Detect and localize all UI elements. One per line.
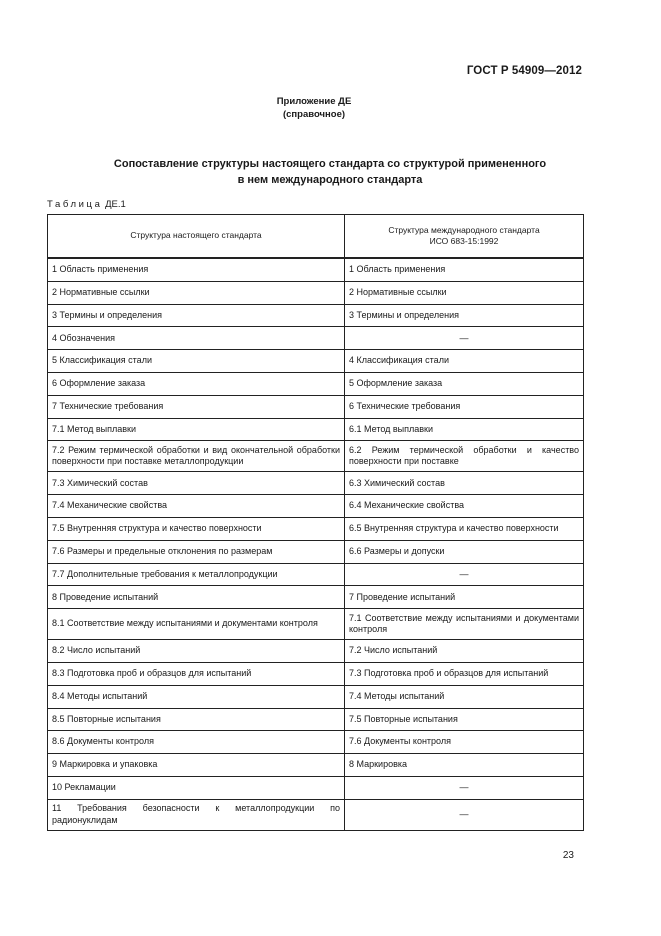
table-caption-id: ДЕ.1 <box>105 199 126 210</box>
cell-current-standard: 4 Обозначения <box>48 327 345 350</box>
cell-international-standard: 6.4 Механические свойства <box>345 495 584 518</box>
cell-current-standard: 8.2 Число испытаний <box>48 640 345 663</box>
comparison-table <box>47 214 584 831</box>
main-title-line-1: Сопоставление структуры настоящего стандарта со структурой примененного <box>113 158 547 170</box>
table-row <box>48 327 584 350</box>
cell-international-standard: 6 Технические требования <box>345 395 584 418</box>
cell-international-standard: 7 Проведение испытаний <box>345 586 584 609</box>
cell-international-standard: — <box>345 563 584 586</box>
cell-international-standard: 6.2 Режим термической обработки и качество поверхности при поставке <box>345 441 584 472</box>
header-international-line-2: ИСО 683-15:1992 <box>429 236 499 246</box>
cell-international-standard: 6.3 Химический состав <box>345 472 584 495</box>
header-current-standard: Структура настоящего стандарта <box>48 215 345 259</box>
table-row <box>48 441 584 472</box>
header-international-standard <box>345 215 584 259</box>
cell-current-standard: 11 Требования безопасности к металлопродукции по радионуклидам <box>48 799 345 830</box>
document-code: ГОСТ Р 54909—2012 <box>466 65 582 77</box>
table-row <box>48 540 584 563</box>
table-row <box>48 281 584 304</box>
cell-current-standard: 10 Рекламации <box>48 776 345 799</box>
cell-current-standard: 7 Технические требования <box>48 395 345 418</box>
appendix-title: Приложение ДЕ <box>276 96 352 107</box>
cell-international-standard: 6.1 Метод выплавки <box>345 418 584 441</box>
cell-international-standard: 7.5 Повторные испытания <box>345 708 584 731</box>
table-row <box>48 517 584 540</box>
cell-current-standard: 7.6 Размеры и предельные отклонения по размерам <box>48 540 345 563</box>
table-row <box>48 776 584 799</box>
table-header-row <box>48 215 584 259</box>
table-row <box>48 609 584 640</box>
cell-international-standard: 7.2 Число испытаний <box>345 640 584 663</box>
cell-current-standard: 8 Проведение испытаний <box>48 586 345 609</box>
cell-current-standard: 7.3 Химический состав <box>48 472 345 495</box>
table-row <box>48 662 584 685</box>
cell-current-standard: 9 Маркировка и упаковка <box>48 754 345 777</box>
table-row <box>48 731 584 754</box>
table-row <box>48 495 584 518</box>
cell-international-standard: 4 Классификация стали <box>345 350 584 373</box>
cell-current-standard: 7.4 Механические свойства <box>48 495 345 518</box>
cell-current-standard: 8.1 Соответствие между испытаниями и документами контроля <box>48 609 345 640</box>
cell-international-standard: 6.5 Внутренняя структура и качество поверхности <box>345 517 584 540</box>
table-row <box>48 304 584 327</box>
main-title <box>60 156 600 188</box>
table-row <box>48 563 584 586</box>
cell-current-standard: 7.1 Метод выплавки <box>48 418 345 441</box>
page-number: 23 <box>562 850 574 861</box>
cell-international-standard: — <box>345 327 584 350</box>
cell-international-standard: 7.1 Соответствие между испытаниями и документами контроля <box>345 609 584 640</box>
cell-international-standard: — <box>345 776 584 799</box>
cell-current-standard: 5 Классификация стали <box>48 350 345 373</box>
table-row <box>48 372 584 395</box>
cell-current-standard: 7.5 Внутренняя структура и качество поверхности <box>48 517 345 540</box>
table-row <box>48 418 584 441</box>
table-row <box>48 258 584 281</box>
cell-international-standard: 1 Область применения <box>345 258 584 281</box>
main-title-line-2: в нем международного стандарта <box>237 174 423 186</box>
cell-international-standard: 7.3 Подготовка проб и образцов для испытаний <box>345 662 584 685</box>
appendix-subtitle: (справочное) <box>282 109 346 120</box>
table-caption <box>47 199 126 210</box>
cell-international-standard: 5 Оформление заказа <box>345 372 584 395</box>
cell-current-standard: 8.6 Документы контроля <box>48 731 345 754</box>
cell-international-standard: 7.4 Методы испытаний <box>345 685 584 708</box>
table-row <box>48 350 584 373</box>
cell-international-standard: 3 Термины и определения <box>345 304 584 327</box>
table-row <box>48 685 584 708</box>
cell-current-standard: 7.2 Режим термической обработки и вид окончательной обработки поверхности при поставке металлопродукции <box>48 441 345 472</box>
cell-international-standard: 7.6 Документы контроля <box>345 731 584 754</box>
cell-current-standard: 8.5 Повторные испытания <box>48 708 345 731</box>
cell-current-standard: 6 Оформление заказа <box>48 372 345 395</box>
cell-current-standard: 2 Нормативные ссылки <box>48 281 345 304</box>
table-body <box>48 258 584 830</box>
table-row <box>48 640 584 663</box>
table-row <box>48 395 584 418</box>
table-row <box>48 708 584 731</box>
cell-international-standard: 8 Маркировка <box>345 754 584 777</box>
table-row <box>48 472 584 495</box>
cell-international-standard: — <box>345 799 584 830</box>
cell-current-standard: 7.7 Дополнительные требования к металлопродукции <box>48 563 345 586</box>
cell-current-standard: 3 Термины и определения <box>48 304 345 327</box>
cell-international-standard: 2 Нормативные ссылки <box>345 281 584 304</box>
table-caption-word: Таблица <box>47 199 103 210</box>
table-row <box>48 754 584 777</box>
table-row <box>48 799 584 830</box>
cell-current-standard: 8.3 Подготовка проб и образцов для испытаний <box>48 662 345 685</box>
cell-current-standard: 8.4 Методы испытаний <box>48 685 345 708</box>
table-row <box>48 586 584 609</box>
header-international-line-1: Структура международного стандарта <box>388 224 540 235</box>
cell-international-standard: 6.6 Размеры и допуски <box>345 540 584 563</box>
cell-current-standard: 1 Область применения <box>48 258 345 281</box>
